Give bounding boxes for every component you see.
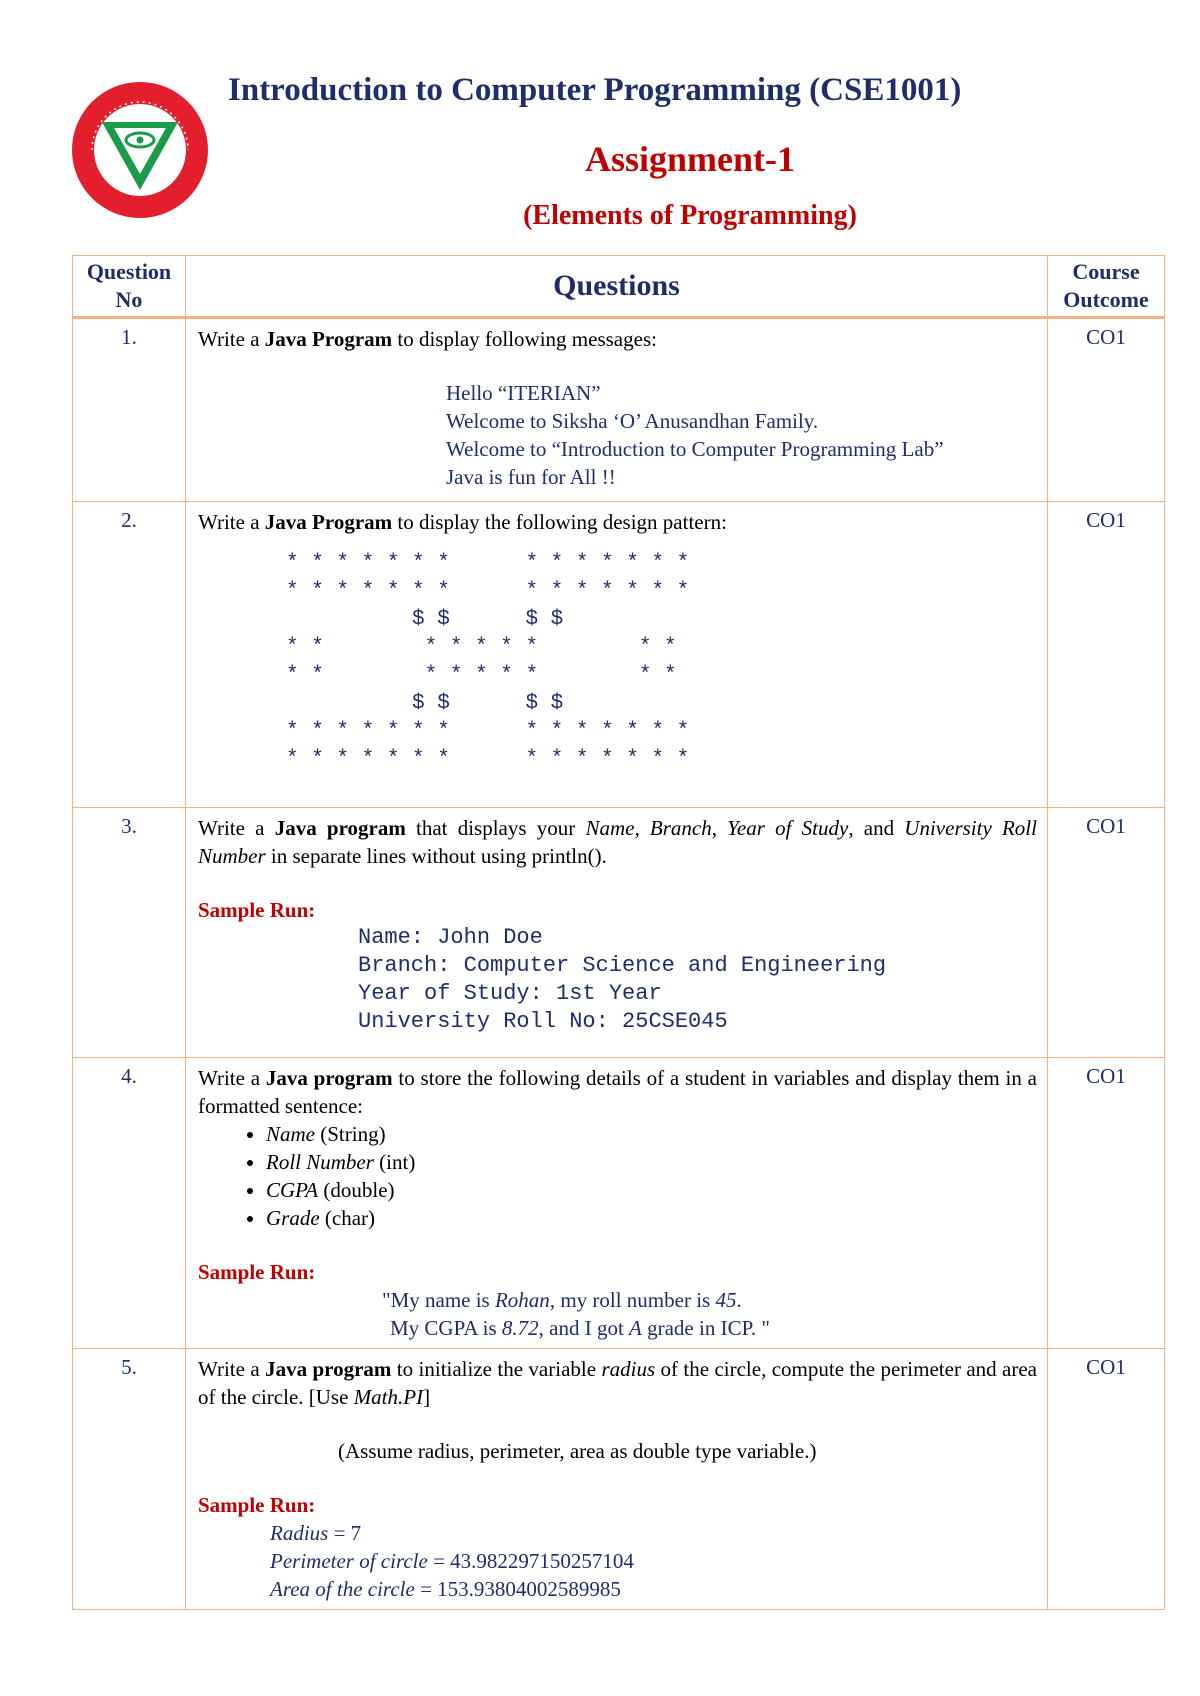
s-text: , and I got xyxy=(538,1316,630,1340)
pattern-line: * * * * * * * * * xyxy=(286,636,677,659)
s-text: "My name is xyxy=(382,1288,495,1312)
question-number: 4. xyxy=(73,1058,186,1349)
question-text xyxy=(186,1349,1048,1610)
pattern-line: $ $ $ $ xyxy=(286,692,564,715)
list-item xyxy=(266,1204,1037,1232)
q1-pre: Write a xyxy=(198,327,265,351)
s-italic: 8.72 xyxy=(501,1316,539,1340)
s-text: grade in ICP. " xyxy=(641,1316,771,1340)
course-outcome: CO1 xyxy=(1048,502,1165,808)
sample-run-label: Sample Run: xyxy=(198,1260,316,1284)
q4-bold: Java program xyxy=(265,1066,393,1090)
q3-mid: , xyxy=(711,816,728,840)
sample-output-line xyxy=(198,1519,1037,1547)
q2-bold: Java Program xyxy=(264,510,393,534)
sample-output-line xyxy=(198,1286,1037,1314)
s-text: My CGPA is xyxy=(390,1316,502,1340)
design-pattern xyxy=(198,550,1037,774)
q3-bold: Java program xyxy=(274,816,406,840)
var-type: (double) xyxy=(318,1178,395,1202)
var-name: Roll Number xyxy=(266,1150,374,1174)
course-outcome: CO1 xyxy=(1048,1058,1165,1349)
variable-list xyxy=(198,1120,1037,1232)
sample-output-line xyxy=(198,1314,1037,1342)
question-text xyxy=(186,808,1048,1058)
s-text: = 7 xyxy=(328,1521,362,1545)
q4-post: to store the following details of a student in variables and display them in a formatted sentence: xyxy=(198,1066,1037,1118)
list-item xyxy=(266,1176,1037,1204)
q5-bold: Java program xyxy=(265,1357,392,1381)
q2-post: to display the following design pattern: xyxy=(392,510,727,534)
q1-message: Welcome to “Introduction to Computer Programming Lab” xyxy=(446,437,944,461)
assumption-note: (Assume radius, perimeter, area as double type variable.) xyxy=(338,1439,817,1463)
pattern-line: * * * * * * * * * * * * * * xyxy=(286,720,690,743)
s-italic: Perimeter of circle xyxy=(270,1549,428,1573)
q1-post: to display following messages: xyxy=(392,327,657,351)
s-text: . xyxy=(736,1288,742,1312)
sample-output-line xyxy=(198,1547,1037,1575)
s-italic: Radius xyxy=(270,1521,329,1545)
course-outcome: CO1 xyxy=(1048,1349,1165,1610)
question-text xyxy=(186,502,1048,808)
table-row xyxy=(73,808,1165,1058)
header-questions: Questions xyxy=(186,256,1048,318)
table-header-row xyxy=(73,256,1165,318)
q1-message: Java is fun for All !! xyxy=(446,465,616,489)
list-item xyxy=(266,1148,1037,1176)
q5-italic: radius xyxy=(601,1357,656,1381)
q3-post: in separate lines without using println(). xyxy=(265,844,607,868)
q4-pre: Write a xyxy=(198,1066,266,1090)
q1-message: Welcome to Siksha ‘O’ Anusandhan Family. xyxy=(446,409,819,433)
sample-line: Branch: Computer Science and Engineering xyxy=(358,953,887,978)
q2-pre: Write a xyxy=(198,510,265,534)
pattern-line: $ $ $ $ xyxy=(286,608,564,631)
q3-italic: Name, Branch xyxy=(585,816,712,840)
question-number: 2. xyxy=(73,502,186,808)
assignment-subtitle: (Elements of Programming) xyxy=(523,200,857,231)
assignment-title: Assignment-1 xyxy=(584,139,795,179)
s-italic: 45 xyxy=(715,1288,737,1312)
sample-line: Year of Study: 1st Year xyxy=(358,981,662,1006)
sample-output xyxy=(198,924,1037,1036)
question-number: 5. xyxy=(73,1349,186,1610)
sample-line: University Roll No: 25CSE045 xyxy=(358,1009,728,1034)
pattern-line: * * * * * * * * * * * * * * xyxy=(286,748,690,771)
course-outcome: CO1 xyxy=(1048,808,1165,1058)
question-number: 1. xyxy=(73,318,186,502)
header-question-no: Question No xyxy=(73,256,186,318)
sample-output-line xyxy=(198,1575,1037,1603)
q5-mid: to initialize the variable xyxy=(391,1357,602,1381)
s-italic: A xyxy=(629,1316,642,1340)
course-outcome: CO1 xyxy=(1048,318,1165,502)
q5-pre: Write a xyxy=(198,1357,266,1381)
table-row xyxy=(73,318,1165,502)
course-title: Introduction to Computer Programming (CSE1001) xyxy=(228,72,962,108)
question-number: 3. xyxy=(73,808,186,1058)
sample-run-label: Sample Run: xyxy=(198,1493,316,1517)
var-name: Grade xyxy=(266,1206,320,1230)
s-text: = 43.982297150257104 xyxy=(427,1549,634,1573)
question-text xyxy=(186,318,1048,502)
question-text xyxy=(186,1058,1048,1349)
q1-message: Hello “ITERIAN” xyxy=(446,381,601,405)
var-type: (int) xyxy=(373,1150,416,1174)
var-type: (String) xyxy=(315,1122,386,1146)
pattern-line: * * * * * * * * * * * * * * xyxy=(286,552,690,575)
q3-mid: , and xyxy=(848,816,905,840)
pattern-line: * * * * * * * * * xyxy=(286,664,677,687)
q1-bold: Java Program xyxy=(264,327,393,351)
s-italic: Area of the circle xyxy=(270,1577,415,1601)
list-item xyxy=(266,1120,1037,1148)
header-course-outcome: Course Outcome xyxy=(1048,256,1165,318)
questions-table xyxy=(72,255,1165,1610)
sample-run-label: Sample Run: xyxy=(198,898,316,922)
s-italic: Rohan xyxy=(494,1288,550,1312)
var-name: Name xyxy=(266,1122,315,1146)
var-type: (char) xyxy=(319,1206,376,1230)
table-row xyxy=(73,1349,1165,1610)
q3-mid: that displays your xyxy=(405,816,586,840)
q5-post: ] xyxy=(423,1385,431,1409)
q3-pre: Write a xyxy=(198,816,275,840)
table-row xyxy=(73,1058,1165,1349)
q3-italic: University Roll Number xyxy=(198,816,1037,868)
pattern-line: * * * * * * * * * * * * * * xyxy=(286,580,690,603)
s-text: , my roll number is xyxy=(549,1288,716,1312)
table-row xyxy=(73,502,1165,808)
var-name: CGPA xyxy=(266,1178,319,1202)
q5-italic: Math.PI xyxy=(353,1385,424,1409)
q3-italic: Year of Study xyxy=(727,816,849,840)
s-text: = 153.93804002589985 xyxy=(414,1577,621,1601)
q5-mid: of the circle, compute the perimeter and area of the circle. [Use xyxy=(198,1357,1037,1409)
sample-line: Name: John Doe xyxy=(358,925,543,950)
